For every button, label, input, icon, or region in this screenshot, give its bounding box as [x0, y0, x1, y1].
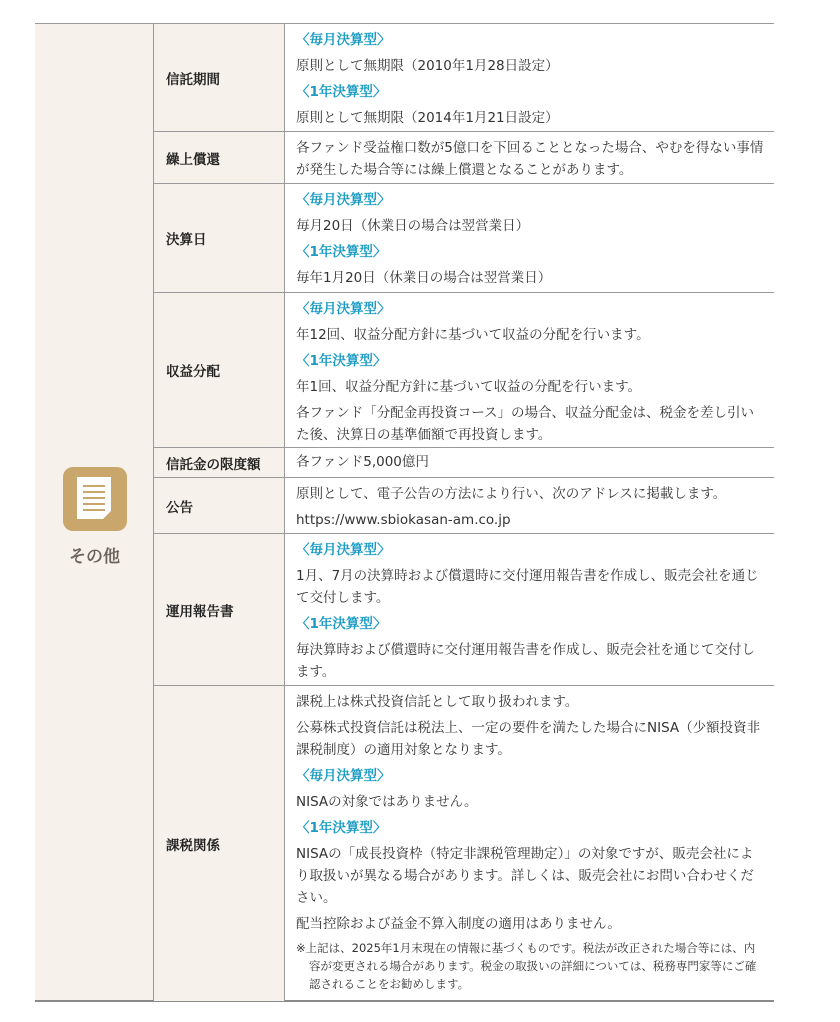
row-label: 運用報告書: [154, 534, 285, 685]
monthly-heading: 〈毎月決算型〉: [296, 542, 391, 558]
monthly-text: 毎月20日（休業日の場合は翌営業日）: [296, 218, 530, 234]
monthly-text: 1月、7月の決算時および償還時に交付運用報告書を作成し、販売会社を通じて交付します。: [296, 568, 759, 606]
monthly-text: NISAの対象ではありません。: [296, 794, 478, 810]
row-label: 収益分配: [154, 293, 285, 447]
monthly-heading: 〈毎月決算型〉: [296, 32, 391, 48]
row-tax: [154, 686, 774, 1001]
row-content: [285, 534, 774, 685]
monthly-text: 年12回、収益分配方針に基づいて収益の分配を行います。: [296, 327, 650, 343]
annual-heading: 〈1年決算型〉: [296, 820, 387, 836]
annual-heading: 〈1年決算型〉: [296, 244, 387, 260]
annual-heading: 〈1年決算型〉: [296, 84, 387, 100]
row-label: 決算日: [154, 184, 285, 292]
category-label: その他: [69, 547, 120, 567]
monthly-heading: 〈毎月決算型〉: [296, 301, 391, 317]
row-report: [154, 534, 774, 686]
row-label: 課税関係: [154, 686, 285, 1001]
row-settlement-date: [154, 184, 774, 293]
annual-text: 年1回、収益分配方針に基づいて収益の分配を行います。: [296, 379, 642, 395]
row-limit: [154, 448, 774, 478]
row-trust-period: [154, 24, 774, 132]
row-content: [285, 686, 774, 1001]
tax-text-1: 課税上は株式投資信託として取り扱われます。: [296, 694, 579, 710]
tax-text-3: 配当控除および益金不算入制度の適用はありません。: [296, 916, 621, 932]
row-label: 信託金の限度額: [154, 448, 285, 477]
row-notice: [154, 478, 774, 534]
row-label: 公告: [154, 478, 285, 533]
row-content: [285, 293, 774, 447]
tax-note: ※上記は、2025年1月末現在の情報に基づくものです。税法が改正された場合等には、内容が変更される場合があります。税金の取扱いの詳細については、税務専門家等にご確認されることをお勧めします。: [296, 941, 757, 991]
row-content: [285, 132, 774, 183]
limit-text: 各ファンド5,000億円: [296, 454, 429, 470]
row-content: [285, 184, 774, 292]
monthly-text: 原則として無期限（2010年1月28日設定）: [296, 58, 559, 74]
early-redemption-text: 各ファンド受益権口数が5億口を下回ることとなった場合、やむを得ない事情が発生した場合等には繰上償還となることがあります。: [296, 140, 764, 178]
notice-text: 原則として、電子公告の方法により行い、次のアドレスに掲載します。: [296, 486, 727, 502]
reinvest-text: 各ファンド「分配金再投資コース」の場合、収益分配金は、税金を差し引いた後、決算日の基準価額で再投資します。: [296, 405, 755, 443]
annual-text: 毎決算時および償還時に交付運用報告書を作成し、販売会社を通じて交付します。: [296, 642, 755, 680]
fund-info-table: [35, 23, 774, 1002]
annual-text: 原則として無期限（2014年1月21日設定）: [296, 110, 559, 126]
tax-text-2: 公募株式投資信託は税法上、一定の要件を満たした場合にNISA（少額投資非課税制度）の適用対象となります。: [296, 720, 761, 758]
row-distribution: [154, 293, 774, 448]
row-label: 繰上償還: [154, 132, 285, 183]
monthly-heading: 〈毎月決算型〉: [296, 192, 391, 208]
row-content: [285, 24, 774, 131]
category-column: [35, 24, 154, 1000]
annual-heading: 〈1年決算型〉: [296, 616, 387, 632]
row-label: 信託期間: [154, 24, 285, 131]
monthly-heading: 〈毎月決算型〉: [296, 768, 391, 784]
annual-heading: 〈1年決算型〉: [296, 353, 387, 369]
notice-url-link[interactable]: https://www.sbiokasan-am.co.jp: [296, 512, 511, 528]
row-early-redemption: [154, 132, 774, 184]
row-content: [285, 478, 774, 533]
document-icon: [63, 467, 127, 531]
annual-text: 毎年1月20日（休業日の場合は翌営業日）: [296, 270, 552, 286]
annual-text: NISAの「成長投資枠（特定非課税管理勘定）」の対象ですが、販売会社により取扱いが異なる場合があります。詳しくは、販売会社にお問い合わせください。: [296, 846, 754, 906]
row-content: [285, 448, 774, 477]
